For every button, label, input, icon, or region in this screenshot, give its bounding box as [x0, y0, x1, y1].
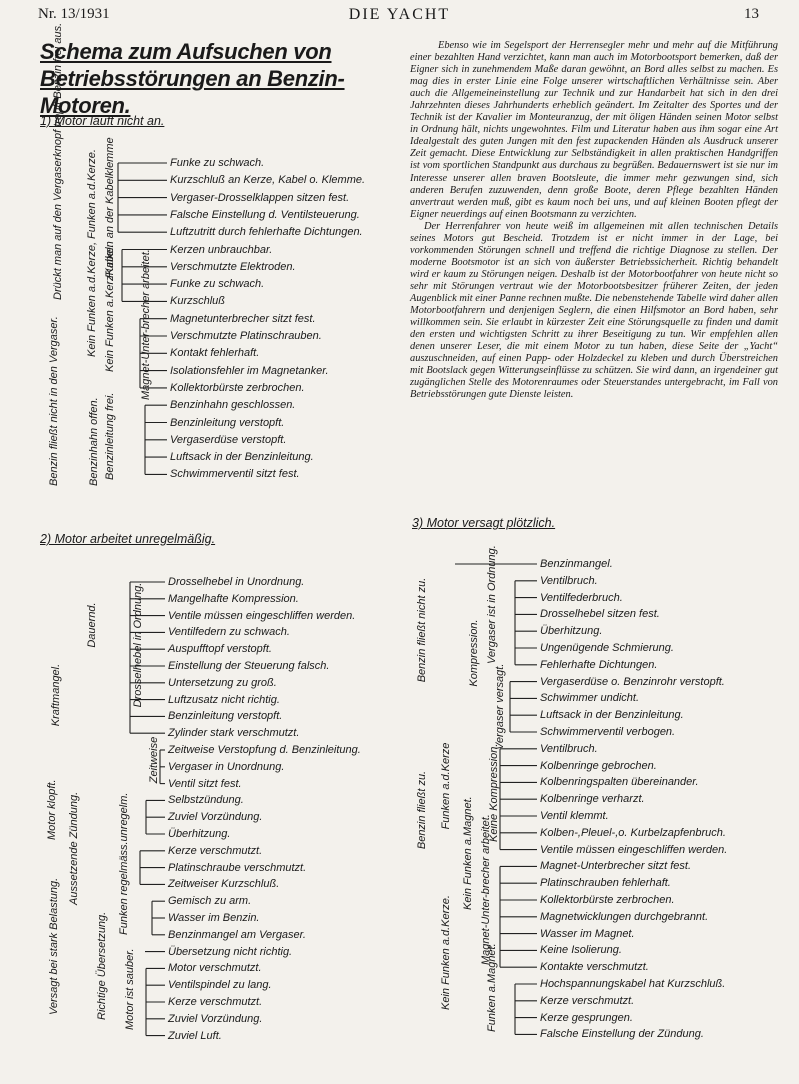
section3-cause-item: Ventilfederbruch. [540, 591, 623, 604]
section2-cause-item: Platinschraube verschmutzt. [168, 861, 307, 874]
section3-cause-item: Kolbenringe verharzt. [540, 793, 645, 806]
section3-cause-item: Ungenügende Schmierung. [540, 642, 674, 654]
section2-cause-item: Luftzusatz nicht richtig. [168, 693, 280, 706]
section3-branch-label: Funken a.d.Kerze [440, 742, 452, 830]
section3-cause-item: Kolbenringspalten übereinander. [540, 776, 699, 789]
section1-branch-label: Benzinhahn offen. [88, 397, 100, 486]
section2-cause-item: Auspufftopf verstopft. [168, 643, 272, 656]
section1-cause-item: Verschmutzte Elektroden. [170, 260, 296, 273]
section3-cause-item: Kerze verschmutzt. [540, 994, 635, 1007]
section3-branch-label: Benzin fließt nicht zu. [416, 577, 428, 683]
section2-cause-item: Benzinleitung verstopft. [168, 710, 283, 723]
section3-cause-item: Kolbenringe gebrochen. [540, 759, 657, 772]
section3-cause-item: Platinschrauben fehlerhaft. [540, 877, 671, 890]
section3-heading: 3) Motor versagt plötzlich. [412, 516, 556, 530]
section2-cause-item: Ventile müssen eingeschliffen werden. [168, 609, 356, 622]
section1-cause-item: Kurzschluß an Kerze, Kabel o. Klemme. [170, 174, 366, 187]
section2-cause-item: Übersetzung nicht richtig. [168, 945, 293, 958]
section1-heading: 1) Motor läuft nicht an. [40, 114, 165, 128]
section1-cause-item: Luftsack in der Benzinleitung. [170, 451, 314, 464]
section2-branch-label: Drosselhebel in Ordnung. [132, 582, 144, 708]
section2-cause-item: Benzinmangel am Vergaser. [168, 928, 306, 941]
section3-cause-item: Keine Isolierung. [540, 944, 622, 957]
section3-cause-item: Ventilbruch. [540, 742, 598, 755]
section2-branch-label: Richtige Übersetzung. [96, 911, 108, 1020]
section1-cause-item: Vergaser-Drosselklappen sitzen fest. [170, 191, 350, 204]
section3-cause-item: Wasser im Magnet. [540, 927, 635, 940]
section2-branch-label: Aussetzende Zündung. [68, 791, 80, 905]
section1-branch-label: Magnet-Unter-brecher arbeitet. [140, 249, 152, 400]
section1-branch-label: Benzinleitung frei. [104, 392, 116, 480]
section3-cause-item: Magnetwicklungen durchgebrannt. [540, 910, 709, 923]
article-paragraph: Ebenso wie im Segelsport der Herrensegler mehr und mehr auf die Mitführung einer bezahlten Hand verzichtet, kann man auch im Motorbootsport bemerken, daß der Eigner sich in zunehmendem Maße daran gewöhnt, an Bord alles selbst zu machen. Es mag dies in erster Linie eine Folge unserer wirtschaftlichen Verhältnisse sein. Aber auch die Allgemeineinstellung zur Technik und zur Handarbeit hat sich in den drei Jahrzehnten dieses Jahrhunderts erheblich geändert. Im Zeitalter des Sportes und der Technik ist der Kavalier im Monteuranzug, der mit öligen Händen seinen Motor selbst in Ordnung hält, nichts ungewohntes. Film und Literatur haben aus ihm sogar eine Art Idealgestalt des guten Jungen mit den fest zupackenden Händen als Ausdruck unserer Zeit gemacht. Diese Entwicklung zur Selbständigkeit in allen praktischen Handgriffen ist vom sportlichen Standpunkt aus durchaus zu begrüßen. Bedauernswert ist sie nur im Interesse unserer allen braven Bootsleute, die immer mehr gezwungen sind, sich anderen Berufen zuzuwenden, denn große Boote, deren Pflege bezahlten Händen anvertraut werden muß, gibt es kaum noch bei uns, und auf kleinen Booten pflegt der Eigner neuerdings auf einen Bootsmann zu verzichten. [410, 40, 778, 220]
section2-cause-item: Kerze verschmutzt. [168, 844, 263, 857]
section3-cause-item: Ventil klemmt. [540, 810, 609, 822]
section2-branch-label: Versagt bei stark Belastung. [48, 877, 60, 1015]
section3-cause-item: Hochspannungskabel hat Kurzschluß. [540, 978, 726, 990]
section3-cause-item: Luftsack in der Benzinleitung. [540, 709, 684, 722]
section1-branch-label: Drückt man auf den Vergaserknopf tropft Benzin frei aus. [52, 22, 64, 300]
section2-cause-item: Überhitzung. [168, 828, 231, 840]
section1-cause-item: Kollektorbürste zerbrochen. [170, 381, 305, 394]
section1-cause-item: Falsche Einstellung d. Ventilsteuerung. [170, 208, 360, 221]
section2-cause-item: Zuviel Vorzündung. [168, 1012, 263, 1025]
section2-cause-item: Gemisch zu arm. [168, 895, 252, 908]
section1-cause-item: Schwimmerventil sitzt fest. [170, 468, 300, 481]
section2-cause-item: Zeitweiser Kurzschluß. [168, 878, 280, 891]
section2-cause-item: Kerze verschmutzt. [168, 996, 263, 1008]
section3-branch-label: Kompression. [468, 619, 480, 687]
section3-cause-item: Ventilbruch. [540, 574, 598, 587]
section2-branch-label: Dauernd. [86, 602, 98, 648]
section2-cause-item: Zuviel Vorzündung. [168, 811, 263, 824]
section3-branch-label: Benzin fließt zu. [416, 770, 428, 850]
section1-cause-item: Vergaserdüse verstopft. [170, 433, 287, 446]
section2-branch-label: Funken regelmäss.unregelm. [118, 792, 130, 935]
section1-cause-item: Verschmutzte Platinschrauben. [170, 330, 322, 342]
section2-cause-item: Wasser im Benzin. [168, 912, 260, 924]
section3-cause-item: Fehlerhafte Dichtungen. [540, 658, 658, 671]
section3-branch-label: Kein Funken a.Magnet. [462, 796, 474, 910]
section1-branch-label: Kein Funken a.KerzKabel. [104, 244, 116, 372]
section1-branch-label: Kein Funken a.d.Kerze, Funken a.d.Kerze. [86, 149, 98, 357]
section3-branch-label: Magnet-Unter-brecher arbeitet. [480, 814, 492, 965]
section1-branch-label: Benzin fließt nicht in den Vergaser. [48, 316, 60, 486]
section2-cause-item: Motor verschmutzt. [168, 962, 262, 975]
section3-cause-item: Magnet-Unterbrecher sitzt fest. [540, 860, 692, 873]
section3-branch-label: Vergaser ist in Ordnung. [486, 545, 498, 664]
section1-branch-label: Funken an der Kabelklemme [104, 137, 116, 278]
section1-cause-item: Kurzschluß [170, 295, 226, 308]
section3-cause-item: Schwimmerventil verbogen. [540, 726, 676, 738]
section3-cause-item: Überhitzung. [540, 625, 603, 638]
section2-cause-item: Ventilfedern zu schwach. [168, 626, 290, 639]
section1-cause-item: Benzinleitung verstopft. [170, 416, 285, 429]
section3-cause-item: Ventile müssen eingeschliffen werden. [540, 843, 728, 856]
section1-cause-item: Isolationsfehler im Magnetanker. [170, 364, 329, 377]
page-number: 13 [744, 6, 759, 22]
section2-heading: 2) Motor arbeitet unregelmäßig. [40, 532, 216, 546]
section3-cause-item: Benzinmangel. [540, 558, 613, 570]
article-text [410, 40, 778, 401]
section3-branch-label: Keine Kompression. [488, 743, 500, 842]
section3-cause-item: Falsche Einstellung der Zündung. [540, 1028, 704, 1041]
section2-cause-item: Zeitweise Verstopfung d. Benzinleitung. [168, 744, 361, 756]
section3-cause-item: Schwimmer undicht. [540, 692, 640, 705]
section1-cause-item: Funke zu schwach. [170, 278, 265, 291]
section2-cause-item: Selbstzündung. [168, 794, 244, 807]
article-paragraph: Der Herrenfahrer von heute weiß im allgemeinen mit allen technischen Details seines Motors gut Bescheid. Trotzdem ist er nicht immer in der Lage, bei vorkommenden Störungen schnell und treffend die richtige Diagnose zu stellen. Der moderne Bootsmotor ist an sich von äußerster Betriebssicherheit. Richtig behandelt wird er kaum zu Störungen neigen. Deshalb ist der Motorbootfahrer von heute nicht so sehr mit Störungen vertraut wie der Motorbootsbesitzer früherer Zeiten, der jeden Augenblick mit einer Panne rechnen mußte. Die nebenstehende Tabelle wird daher allen Motorbootfahrern und denjenigen Seglern, die einen Hilfsmotor an Bord haben, sehr willkommen sein. Sie erlaubt in kürzester Zeit eine Störungsquelle zu finden und damit den ersten und wichtigsten Schritt zu ihrer Beseitigung zu tun. Wir empfehlen allen denen unserer Leser, die mit einem Motor zu tun haben, diese Seite der „Yacht“ auszuschneiden, auf einen Papp- oder Holzdeckel zu kleben und durch Überstreichen mit Bootslack gegen Witterungseinflüsse zu schützen. Sie wird dann, an irgendeiner gut zugänglichen Stelle des Motorenraumes oder Steuerstandes untergebracht, im Fall von Betriebsstörungen gute Dienste leisten. [410, 220, 778, 401]
section3-cause-item: Kontakte verschmutzt. [540, 961, 649, 974]
section2-branch-label: Motor klopft. [46, 779, 58, 840]
section1-cause-item: Kontakt fehlerhaft. [170, 347, 260, 360]
section1-cause-item: Benzinhahn geschlossen. [170, 399, 296, 412]
section2-cause-item: Vergaser in Unordnung. [168, 760, 285, 773]
section1-cause-item: Luftzutritt durch fehlerhafte Dichtungen. [170, 226, 363, 239]
section1-cause-item: Funke zu schwach. [170, 157, 265, 169]
section2-branch-label: Kraftmangel. [50, 663, 62, 727]
section2-cause-item: Zuviel Luft. [168, 1029, 222, 1042]
section3-cause-item: Drosselhebel sitzen fest. [540, 608, 660, 621]
section3-cause-item: Kolben-,Pleuel-,o. Kurbelzapfenbruch. [540, 826, 726, 839]
section3-cause-item: Kollektorbürste zerbrochen. [540, 894, 675, 906]
section3-branch-label: Funken a.Magnet. [486, 943, 498, 1032]
section3-branch-label: Vergaser versagt. [494, 663, 506, 750]
section2-cause-item: Ventil sitzt fest. [168, 777, 242, 790]
magazine-name: DIE YACHT [348, 6, 451, 23]
section3-cause-item: Vergaserdüse o. Benzinrohr verstopft. [540, 675, 725, 688]
section2-cause-item: Drosselhebel in Unordnung. [168, 576, 305, 588]
section1-cause-item: Magnetunterbrecher sitzt fest. [170, 312, 316, 325]
section1-cause-item: Kerzen unbrauchbar. [170, 243, 273, 256]
section2-cause-item: Einstellung der Steuerung falsch. [168, 660, 330, 672]
section3-branch-label: Kein Funken a.d.Kerze. [440, 895, 452, 1010]
section2-cause-item: Ventilspindel zu lang. [168, 979, 272, 992]
section2-branch-label: Motor ist sauber. [124, 948, 136, 1030]
section3-cause-item: Kerze gesprungen. [540, 1011, 633, 1024]
section2-branch-label: Zeitweise [148, 736, 160, 784]
page-title: Schema zum Aufsuchen von Betriebsstörungen an Benzin-Motoren. [40, 39, 345, 118]
section2-cause-item: Zylinder stark verschmutzt. [168, 727, 300, 740]
section2-cause-item: Mangelhafte Kompression. [168, 592, 299, 605]
section2-cause-item: Untersetzung zu groß. [168, 676, 277, 689]
issue-number: Nr. 13/1931 [38, 6, 110, 22]
